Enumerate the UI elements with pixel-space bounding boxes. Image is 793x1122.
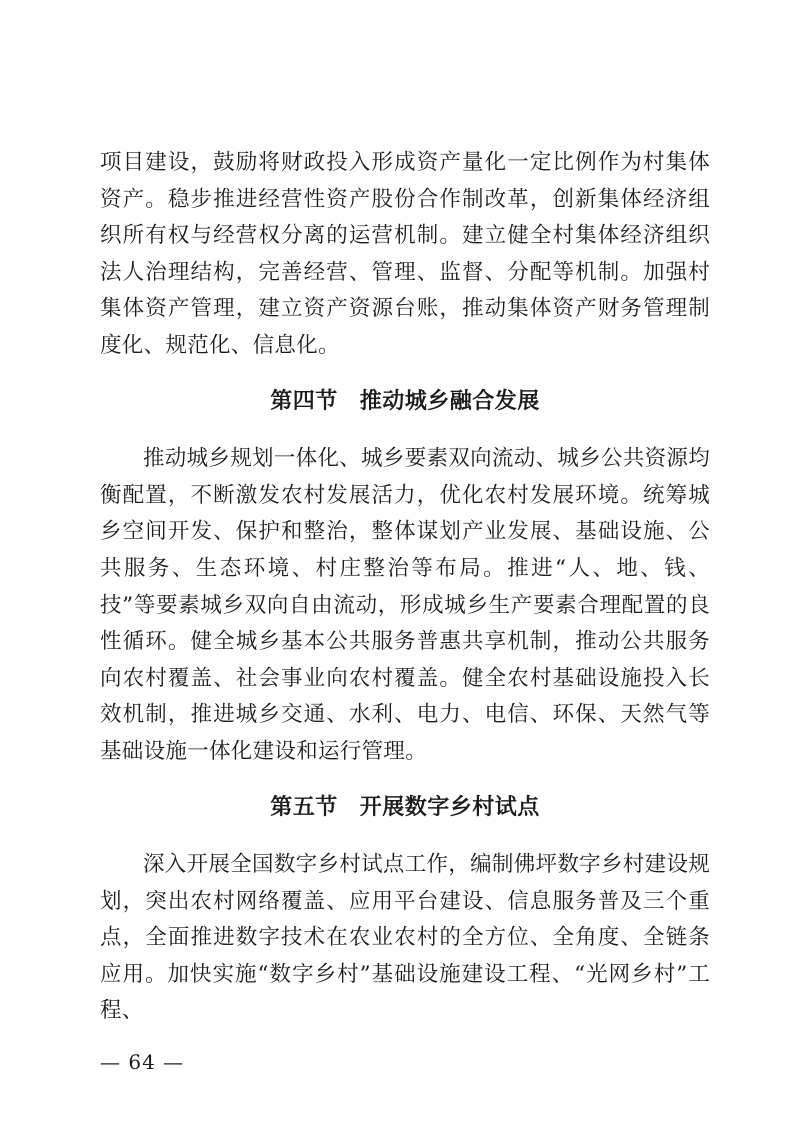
section-4-heading-title: 推动城乡融合发展: [359, 387, 540, 414]
page-number: — 64 —: [100, 1050, 185, 1074]
section-5-heading: [100, 789, 710, 826]
section-4-heading: [100, 383, 710, 420]
section-4-paragraph: 推动城乡规划一体化、城乡要素双向流动、城乡公共资源均衡配置，不断激发农村发展活力，优化农村发展环境。统筹城乡空间开发、保护和整治，整体谋划产业发展、基础设施、公共服务、生态环境、村庄整治等布局。推进“人、地、钱、技”等要素城乡双向自由流动，形成城乡生产要素合理配置的良性循环。健全城乡基本公共服务普惠共享机制，推动公共服务向农村覆盖、社会事业向农村覆盖。健全农村基础设施投入长效机制，推进城乡交通、水利、电力、电信、环保、天然气等基础设施一体化建设和运行管理。: [100, 446, 710, 764]
section-5-paragraph: 深入开展全国数字乡村试点工作，编制佛坪数字乡村建设规划，突出农村网络覆盖、应用平台建设、信息服务普及三个重点，全面推进数字技术在农业农村的全方位、全角度、全链条应用。加快实施“数字乡村”基础设施建设工程、“光网乡村”工程、: [100, 852, 710, 1024]
page-content: [100, 145, 710, 1030]
page-footer: [100, 1050, 184, 1074]
section-4-heading-label: 第四节: [270, 387, 338, 414]
section-5-heading-title: 开展数字乡村试点: [359, 793, 540, 820]
section-5-heading-label: 第五节: [270, 793, 338, 820]
paragraph-continuation: 项目建设，鼓励将财政投入形成资产量化一定比例作为村集体资产。稳步推进经营性资产股份合作制改革，创新集体经济组织所有权与经营权分离的运营机制。建立健全村集体经济组织法人治理结构，完善经营、管理、监督、分配等机制。加强村集体资产管理，建立资产资源台账，推动集体资产财务管理制度化、规范化、信息化。: [100, 150, 710, 358]
